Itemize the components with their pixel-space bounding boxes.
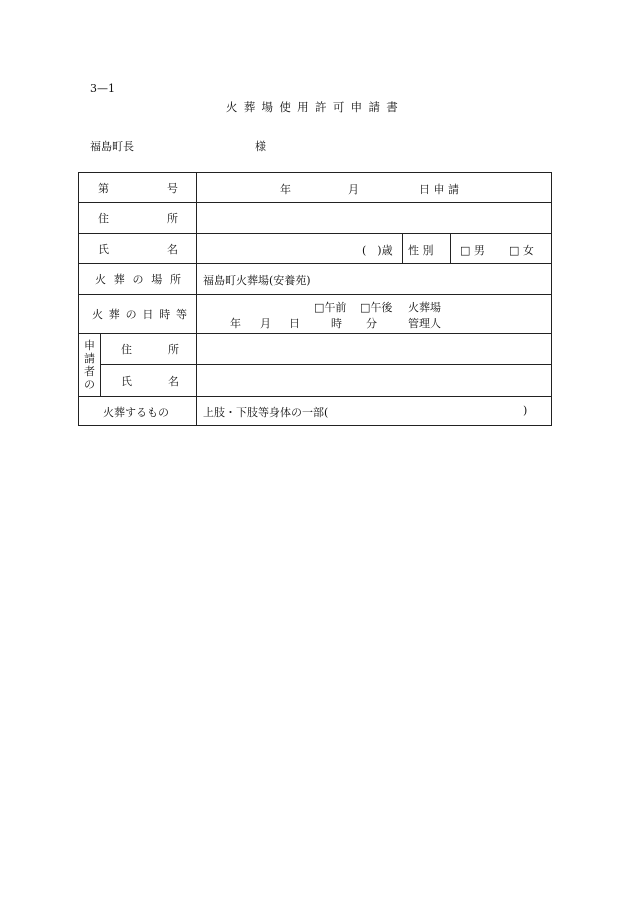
label-char: 請 — [84, 351, 95, 365]
applicant-address-field[interactable] — [197, 334, 551, 364]
label-char: 等 — [175, 308, 187, 321]
object-label: 火葬するもの — [103, 406, 169, 419]
label-char: の — [125, 308, 137, 321]
am-checkbox[interactable]: □午前 — [314, 301, 347, 314]
crematorium-text: 火葬場 — [408, 301, 441, 314]
object-value-suffix: ) — [523, 404, 528, 417]
label-char: 氏 — [121, 374, 132, 388]
label-char: 号 — [167, 181, 178, 195]
applicant-name-label — [121, 365, 179, 396]
label-char: 葬 — [108, 308, 120, 321]
label-char: 住 — [121, 343, 132, 356]
honorific: 様 — [255, 140, 266, 153]
label-char: 時 — [159, 308, 171, 321]
label-char: 所 — [168, 343, 179, 356]
form-number: 3—1 — [90, 82, 115, 95]
address-field[interactable] — [197, 203, 551, 233]
label-char: 日 — [142, 308, 154, 321]
sex-label: 性 別 — [408, 244, 434, 257]
manager-text: 管理人 — [408, 317, 441, 330]
label-char: 所 — [170, 273, 181, 286]
pm-checkbox[interactable]: □午後 — [360, 301, 393, 314]
cremation-hour: 時 — [331, 317, 342, 330]
application-day: 日 申 請 — [419, 183, 459, 196]
age-field[interactable]: ( )歳 — [362, 244, 393, 257]
label-char: 者 — [84, 364, 95, 378]
name-field[interactable] — [197, 234, 357, 263]
label-char: 住 — [98, 212, 109, 225]
label-char: の — [132, 273, 144, 286]
label-char: 名 — [167, 242, 178, 256]
column-divider — [100, 333, 101, 396]
column-divider — [450, 233, 451, 263]
applicant-group-label — [79, 333, 100, 396]
column-divider — [402, 233, 403, 263]
label-char: 名 — [168, 374, 179, 388]
cremation-month: 月 — [260, 317, 271, 330]
object-value-prefix: 上肢・下肢等身体の一部( — [203, 406, 329, 419]
row-divider — [78, 396, 552, 397]
addressee: 福島町長 — [90, 140, 134, 153]
label-char: 第 — [98, 181, 109, 195]
label-char: 火 — [95, 273, 106, 286]
applicant-address-label — [121, 334, 179, 364]
label-char: 火 — [92, 308, 103, 321]
label-char: 申 — [84, 338, 95, 352]
label-char: 葬 — [113, 273, 125, 286]
label-char: 所 — [167, 212, 178, 225]
address-label — [98, 203, 178, 233]
document-title: 火葬場使用許可申請書 — [225, 100, 405, 114]
label-char: 氏 — [98, 242, 109, 256]
cremation-minute: 分 — [366, 317, 377, 330]
place-label — [95, 264, 181, 294]
number-label — [98, 173, 178, 202]
label-char: 場 — [151, 273, 163, 286]
place-value: 福島町火葬場(安養苑) — [203, 274, 311, 287]
cremation-year: 年 — [230, 317, 241, 330]
sex-female-checkbox[interactable]: □ 女 — [509, 244, 534, 257]
sex-male-checkbox[interactable]: □ 男 — [460, 244, 485, 257]
name-label — [98, 234, 178, 263]
application-month: 月 — [348, 183, 359, 196]
label-char: の — [84, 377, 95, 391]
datetime-label — [92, 295, 187, 333]
application-year: 年 — [280, 183, 291, 196]
applicant-name-field[interactable] — [197, 365, 551, 396]
cremation-day: 日 — [289, 317, 300, 330]
